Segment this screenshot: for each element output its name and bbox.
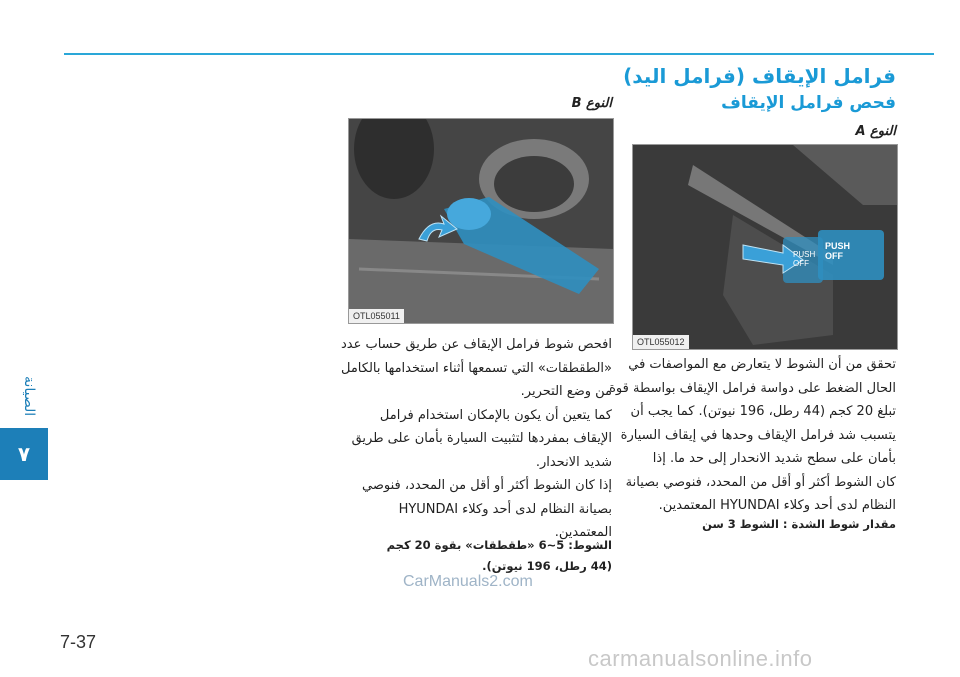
page-number: 7-37 [60, 632, 97, 652]
type-b-paragraph [340, 333, 612, 545]
text-line: المعتمدين. [554, 525, 612, 540]
text-line: بصيانة النظام لدى أحد وكلاء HYUNDAI [398, 501, 612, 517]
type-b-photo [348, 118, 614, 324]
type-a-paragraph [609, 353, 896, 518]
text-line: يتسبب شد فرامل الإيقاف وحدها في إيقاف السيارة [620, 427, 896, 443]
push-label-1: PUSH [825, 241, 851, 251]
type-a-spec: مقدار شوط الشدة : الشوط 3 سن [702, 517, 896, 531]
chapter-label: الصيانة [21, 375, 37, 417]
section-subtitle: فحص فرامل الإيقاف [721, 93, 896, 113]
push-label-2: PUSH [793, 250, 816, 259]
type-b-label: النوع B [571, 96, 612, 111]
type-a-label: النوع A [855, 124, 896, 139]
text-line: إذا كان الشوط أكثر أو أقل من المحدد، فنوصي [361, 478, 612, 493]
text-line: بأمان على سطح شديد الانحدار إلى حد ما. إذا [652, 451, 896, 466]
type-a-photo [632, 144, 898, 350]
off-label-2: OFF [793, 259, 809, 268]
footer-watermark: carmanualsonline.info [588, 646, 813, 671]
pedal-illustration [633, 145, 897, 349]
text-line: افحص شوط فرامل الإيقاف عن طريق حساب عدد [340, 337, 612, 352]
chapter-tab[interactable]: ٧ [0, 428, 48, 480]
watermark: CarManuals2.com [403, 573, 533, 590]
text-line: «الطقطقات» التي تسمعها أثناء استخدامها بالكامل [341, 360, 612, 376]
type-b-photo-code: OTL055011 [349, 309, 404, 323]
section-title: فرامل الإيقاف (فرامل اليد) [623, 64, 896, 88]
header-rule [64, 53, 934, 55]
text-line: النظام لدى أحد وكلاء HYUNDAI المعتمدين. [658, 498, 896, 513]
text-line: الإيقاف بمفردها لتثبيت السيارة بأمان على طريق [351, 431, 612, 446]
spec-line-2: (44 رطل، 196 نيوتن). [482, 559, 612, 573]
text-line: تحقق من أن الشوط لا يتعارض مع المواصفات في [628, 357, 896, 372]
type-a-photo-code: OTL055012 [633, 335, 689, 349]
text-line: الحال الضغط على دواسة فرامل الإيقاف بواسطة قوة [609, 380, 896, 396]
off-label-1: OFF [825, 251, 843, 261]
text-line: من وضع التحرير. [520, 384, 612, 399]
text-line: تبلغ 20 كجم (44 رطل، 196 نيوتن). كما يجب أن [630, 404, 896, 419]
type-b-spec [387, 535, 612, 577]
handbrake-illustration [349, 119, 613, 323]
text-line: كما يتعين أن يكون بالإمكان استخدام فرامل [379, 407, 612, 423]
text-line: شديد الانحدار. [535, 454, 612, 470]
text-line: كان الشوط أكثر أو أقل من المحدد، فنوصي بصيانة [625, 474, 896, 490]
spec-line-1: الشوط: 5~6 «طقطقات» بقوة 20 كجم [386, 538, 612, 552]
